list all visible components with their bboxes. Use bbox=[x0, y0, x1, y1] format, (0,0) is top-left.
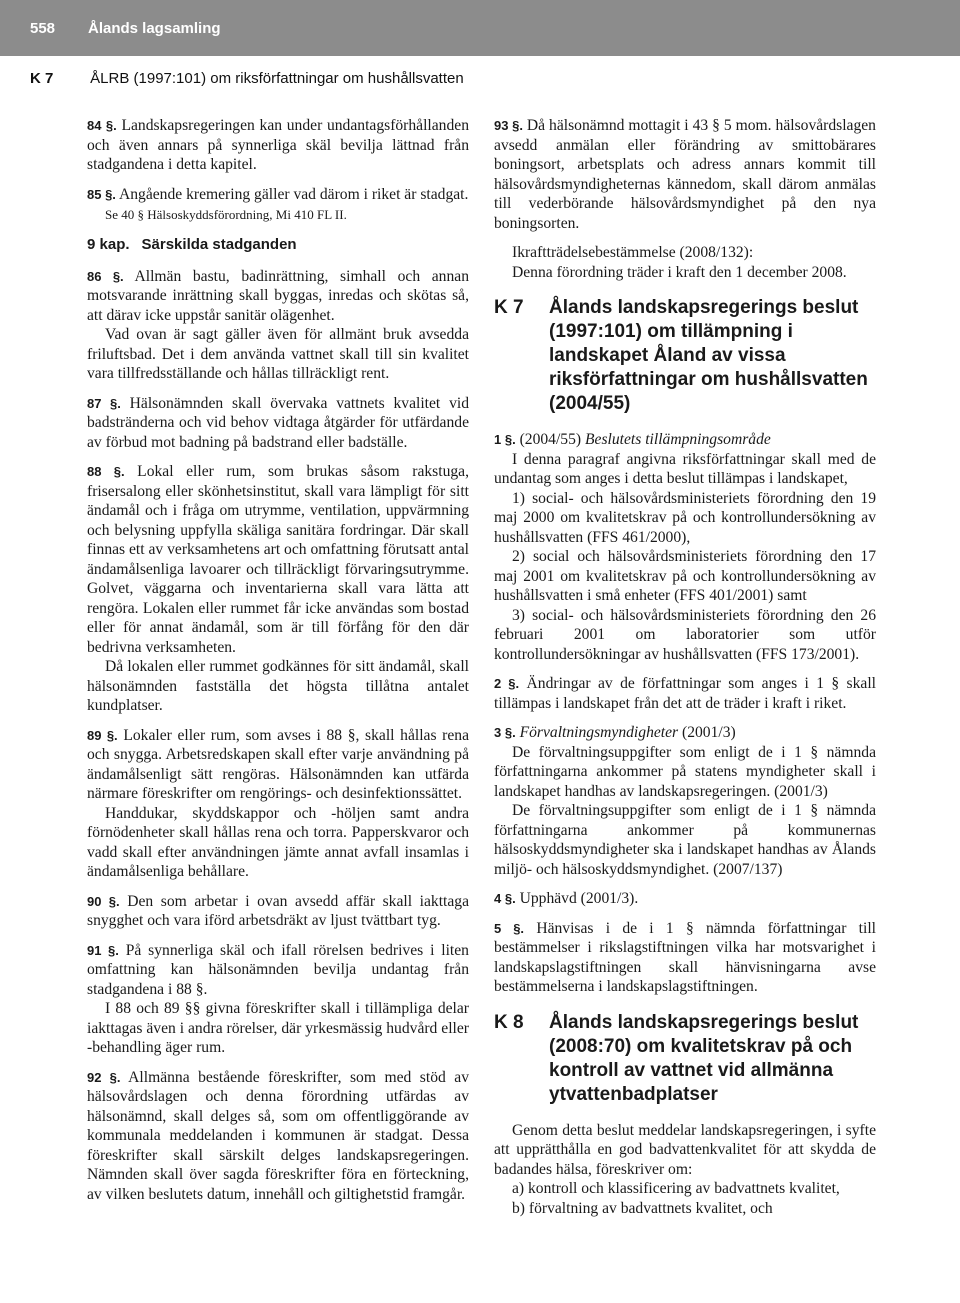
section-text: Allmänna bestående föreskrifter, som med stöd av hälsovårdslagen och denna förordning utfärdas av hälsonämnd, skall delges så, som om offentliggörande av kommunala meddelanden i kommunen är stadgat. Dessa föreskrifter skall särskilt delges landskapsregeringen. Nämnden skall över sagda föreskrifter föra en förteckning, av vilken beslutets datum, innehåll och giltighetstid framgår. bbox=[87, 1068, 470, 1203]
chapter-title: ÅLRB (1997:101) om riksförfattningar om hushållsvatten bbox=[90, 70, 464, 87]
chapter-k7-heading bbox=[494, 296, 876, 416]
chapter-heading-title: Särskilda stadganden bbox=[141, 236, 297, 253]
section-text: Allmän bastu, badinrättning, simhall och annan motsvarande inrättning skall byggas, inredas och skötas så, att därav icke uppstår sanitär olägenhet. bbox=[87, 267, 469, 324]
section-text: Då hälsonämnd mottagit i 43 § 5 mom. hälsovårdslagen avsedd anmälan eller förändring av smittobärares boningsort, arbetsplats och adress annars kommit till hälsovårdsmyndigheternas kännedom, skall därom anmälas till vederbörande hälsovårdsmyndighet på den nya boningsorten. bbox=[494, 117, 876, 232]
section-text: Hänvisas i de i 1 § nämnda författningar till bestämmelser i rikslagstiftningen vilka har motsvarighet i landskapslagstiftningen skall hänvisningarna avse bestämmelserna i landskapslagstiftningen. bbox=[494, 919, 876, 995]
section-number: 2 §. bbox=[494, 676, 520, 691]
section-number: 93 §. bbox=[494, 118, 523, 133]
section-text: På synnerliga skäl och ifall rörelsen bedrives i liten omfattning kan hälsonämnden bevilja undantag från stadgandena i 88 §. bbox=[87, 941, 469, 998]
section-number: 86 §. bbox=[87, 268, 124, 284]
section-84 bbox=[87, 116, 469, 175]
list-item: 2) social och hälsovårdsministeriets förordning den 17 maj 2001 om kvalitetskrav på och kontrollundersökning av hushållsvatten i små enheter (FFS 401/2001) samt bbox=[494, 548, 876, 604]
paragraph: De förvaltningsuppgifter som enligt de i 1 § nämnda författningarna ankommer på kommunernas hälsoskyddsmyndigheter ska i landskapet handhas av Ålands miljö- och hälsoskyddsmyndighet. (2007/137) bbox=[494, 802, 876, 878]
section-number: 3 §. bbox=[494, 725, 516, 740]
chapter-heading bbox=[87, 235, 469, 255]
section-91 bbox=[87, 941, 469, 1000]
running-header bbox=[0, 0, 960, 56]
section-number: 92 §. bbox=[87, 1069, 121, 1085]
section-90 bbox=[87, 892, 469, 931]
amendment-ref: (2004/55) bbox=[519, 431, 582, 448]
chapter-code: K 7 bbox=[30, 70, 54, 87]
section-93 bbox=[494, 116, 876, 233]
paragraph: Genom detta beslut meddelar landskapsregeringen, i syfte att upprätthålla en god badvattenkvalitet för att skydda de badandes hälsa, föreskriver om: bbox=[494, 1121, 876, 1178]
decision-section-3 bbox=[494, 723, 876, 743]
section-text: Hälsonämnden skall övervaka vattnets kvalitet vid badstränderna och vid behov vidtaga åtgärder för utfärdande av förbud mot badning på badstrand eller badställe. bbox=[87, 394, 469, 451]
section-text: Lokaler eller rum, som avses i 88 §, skall hållas rena och snygga. Arbetsredskapen skall efter varje användning på ändamålsenligt sätt rengöras. Hälsonämnden kan utfärda närmare föreskrifter om rengörings- och desinfektionssättet. bbox=[87, 726, 470, 802]
paragraph: I denna paragraf angivna riksförfattningar skall med de undantag som anges i detta beslut tillämpas i landskapet, bbox=[494, 450, 876, 487]
chapter-subheader bbox=[30, 70, 464, 87]
section-number: 91 §. bbox=[87, 942, 119, 958]
chapter-label: 9 kap. bbox=[87, 236, 130, 253]
chapter-code: K 7 bbox=[494, 297, 524, 318]
paragraph: Vad ovan är sagt gäller även för allmänt bruk avsedda friluftsbad. Det i dem använda vattnet skall till sin kvalitet vara tillfredsställande och hållas tillräckligt rent. bbox=[87, 326, 469, 382]
chapter-title: Ålands landskapsregerings beslut (2008:70) om kvalitetskrav på och kontroll av vattnet vid allmänna ytvattenbadplatser bbox=[549, 1011, 859, 1105]
chapter-code: K 8 bbox=[494, 1011, 524, 1033]
list-item: b) förvaltning av badvattnets kvalitet, och bbox=[512, 1199, 773, 1217]
amendment-ref: (2001/3) bbox=[682, 724, 736, 741]
section-number: 89 §. bbox=[87, 727, 118, 743]
section-number: 1 §. bbox=[494, 432, 516, 447]
paragraph: Handdukar, skyddskappor och -höljen samt andra förnödenheter skall hållas rena och torra. Papperskvaror och vadd skall efter användningen jämte annat avfall insamlas i ändamålsenliga behållare. bbox=[87, 804, 469, 880]
section-85 bbox=[87, 185, 469, 205]
chapter-k8-heading bbox=[494, 1011, 876, 1107]
effective-date-heading: Ikraftträdelsebestämmelse (2008/132): bbox=[512, 244, 754, 261]
section-text: Den som arbetar i ovan avsedd affär skall iakttaga snygghet och vara iförd arbetsdräkt av ljust tvättbart tyg. bbox=[87, 892, 469, 929]
paragraph: De förvaltningsuppgifter som enligt de i 1 § nämnda författningarna ankommer på statens myndigheter skall i landskapet handhas av landskapsregeringen. (2001/3) bbox=[494, 743, 876, 800]
decision-section-1 bbox=[494, 430, 876, 450]
section-number: 90 §. bbox=[87, 893, 120, 909]
section-heading: Förvaltningsmyndigheter bbox=[519, 724, 679, 741]
list-item: a) kontroll och klassificering av badvattnets kvalitet, bbox=[512, 1180, 840, 1197]
reference-note: Se 40 § Hälsoskyddsförordning, Mi 410 FL II. bbox=[105, 207, 347, 222]
decision-section-5 bbox=[494, 919, 876, 997]
page-number: 558 bbox=[30, 19, 56, 37]
section-text: Lokal eller rum, som brukas såsom rakstuga, frisersalong eller skönhetsinstitut, skall vara lämpligt för sitt ändamål och i fråga om utrymme, ventilation, uppvärmning och belysning uppfylla skäliga sanitära fordringar. Där skall finnas ett av verksamhetens art och omfattning förutsatt antal ändamålsenliga lavoarer och tillräckligt förvaringsutrymme. Golvet, väggarna och inventarierna skall vara lätta att rengöra. Lokalen eller rummet får icke användas som bostad eller för annat ändamål, som är till förfång för den där bedrivna verksamheten. bbox=[87, 463, 469, 656]
section-number: 88 §. bbox=[87, 464, 125, 479]
section-text: Angående kremering gäller vad därom i riket är stadgat. bbox=[118, 185, 469, 203]
section-92 bbox=[87, 1068, 469, 1205]
section-number: 5 §. bbox=[494, 920, 525, 936]
list-item: 3) social- och hälsovårdsministeriets förordning den 26 februari 2001 om laboratorier som utför kontrollundersökningar av hushållsvatten (FFS 173/2001). bbox=[494, 606, 876, 663]
section-number: 85 §. bbox=[87, 186, 116, 202]
section-86 bbox=[87, 267, 469, 326]
section-87 bbox=[87, 394, 469, 453]
section-number: 87 §. bbox=[87, 395, 121, 411]
left-column bbox=[87, 116, 469, 1214]
section-88 bbox=[87, 462, 469, 657]
section-heading: Beslutets tillämpningsområde bbox=[585, 431, 771, 448]
section-text: Landskapsregeringen kan under undantagsförhållanden och även annars på synnerliga skäl bevilja lättnad från stadgandena i detta kapitel. bbox=[87, 117, 469, 173]
section-number: 4 §. bbox=[494, 891, 516, 906]
decision-section-4 bbox=[494, 889, 876, 909]
section-89 bbox=[87, 726, 469, 804]
chapter-title: Ålands landskapsregerings beslut (1997:101) om tillämpning i landskapet Åland av vissa riksförfattningar om hushållsvatten (2004/55) bbox=[549, 297, 868, 414]
decision-section-2 bbox=[494, 674, 876, 713]
book-title: Ålands lagsamling bbox=[88, 19, 221, 37]
section-text: Ändringar av de författningar som anges i 1 § skall tillämpas i landskapet från det att de träder i kraft i riket. bbox=[494, 675, 876, 712]
list-item: 1) social- och hälsovårdsministeriets förordning den 19 maj 2000 om kvalitetskrav på och kontrollundersökning av hushållsvatten (FFS 461/2000), bbox=[494, 489, 876, 546]
right-column bbox=[494, 116, 876, 1228]
section-number: 84 §. bbox=[87, 118, 117, 133]
effective-date-text: Denna förordning träder i kraft den 1 december 2008. bbox=[512, 263, 847, 281]
section-text: Upphävd (2001/3). bbox=[519, 890, 639, 907]
paragraph: I 88 och 89 §§ givna föreskrifter skall i tillämpliga delar iakttagas även i andra rörelser, där yrkesmässig hudvård eller -behandling äger rum. bbox=[87, 1000, 469, 1056]
paragraph: Då lokalen eller rummet godkännes för sitt ändamål, skall hälsonämnden fastställa det högsta tillåtna antalet kundplatser. bbox=[87, 658, 469, 714]
